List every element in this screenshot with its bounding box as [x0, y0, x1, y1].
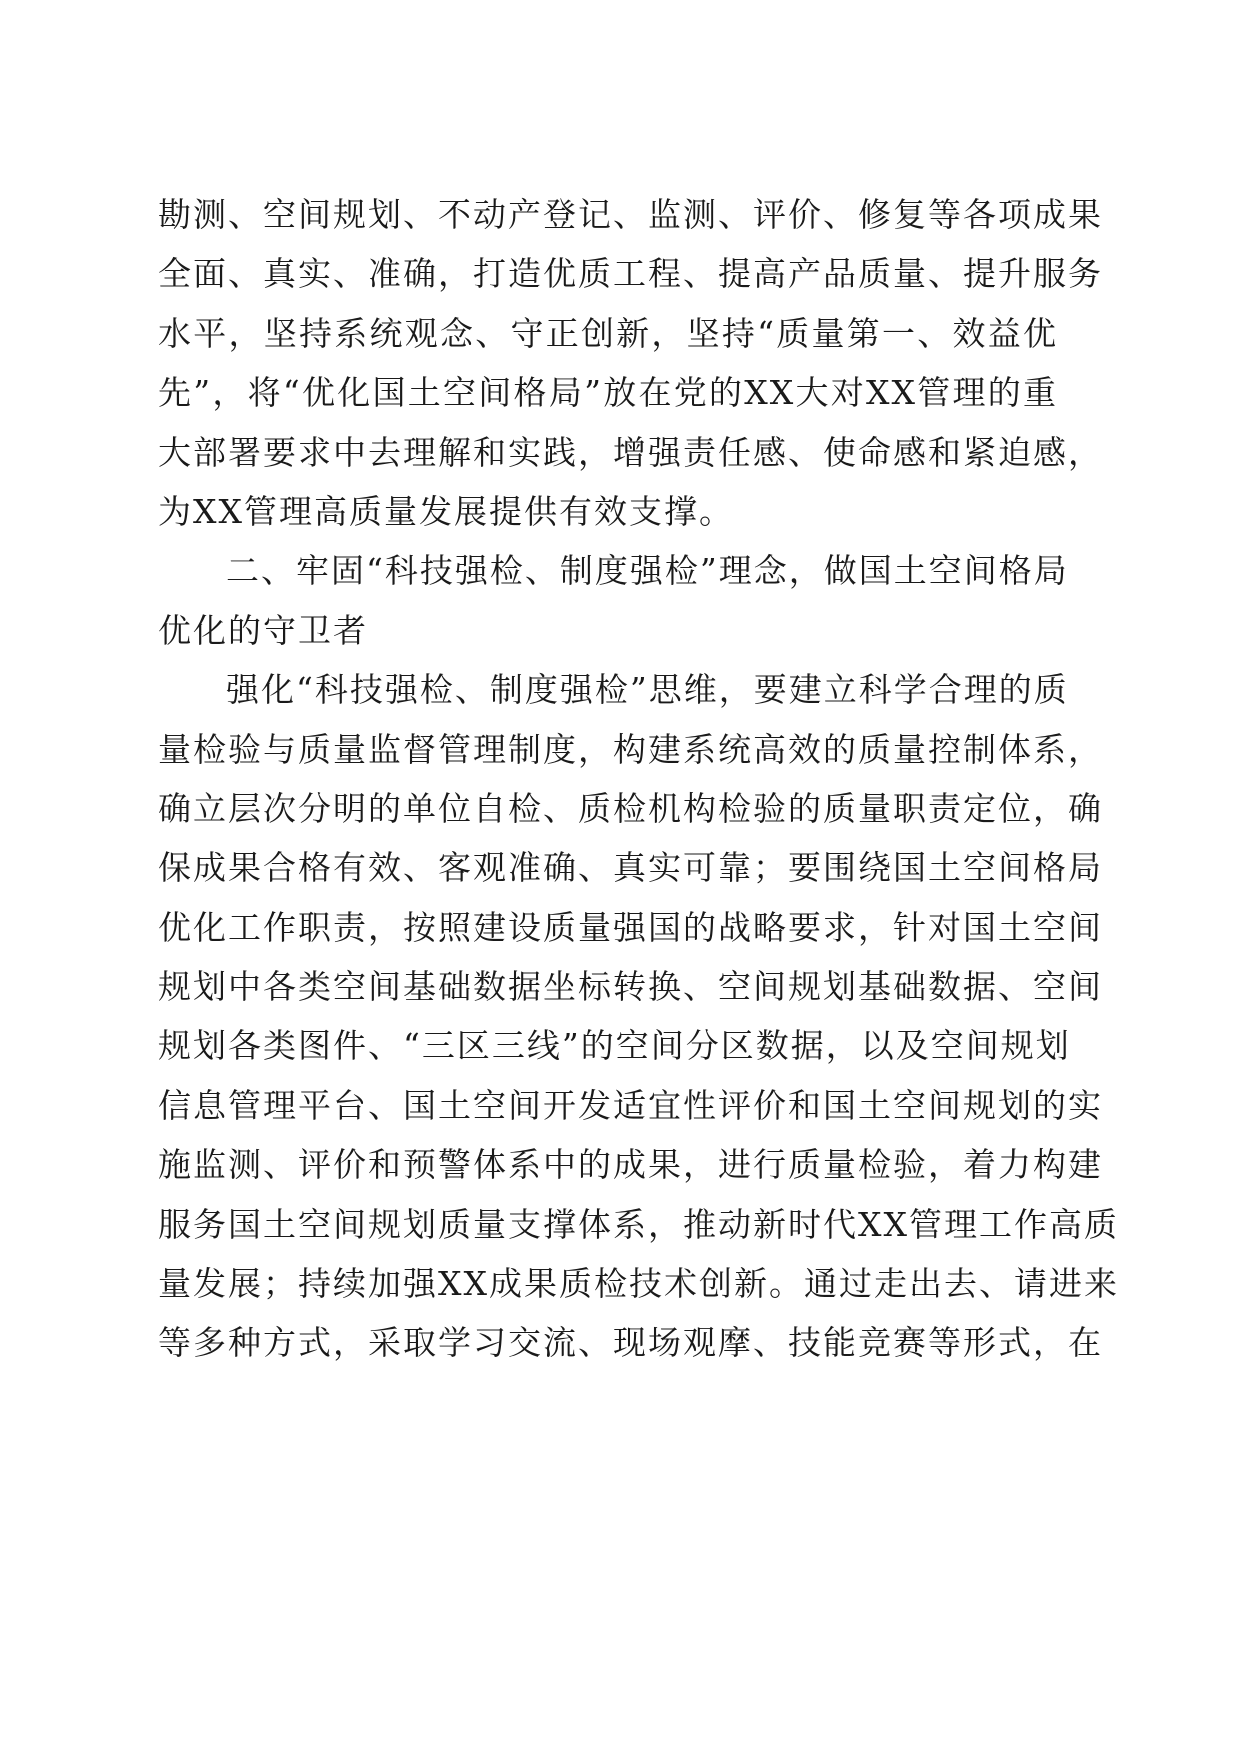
section-heading-line: 二、牢固“科技强检、制度强检”理念，做国土空间格局 [226, 551, 1069, 591]
paragraph-line: 全面、真实、准确，打造优质工程、提高产品质量、提升服务 [158, 254, 1103, 294]
paragraph-line: 保成果合格有效、客观准确、真实可靠；要围绕国土空间格局 [158, 848, 1103, 888]
paragraph-line: 规划中各类空间基础数据坐标转换、空间规划基础数据、空间 [158, 967, 1103, 1007]
section-heading-line: 优化的守卫者 [158, 610, 368, 650]
paragraph-line: 服务国土空间规划质量支撑体系，推动新时代XX管理工作高质 [158, 1204, 1119, 1244]
document-body [158, 185, 1119, 1373]
paragraph-line: 规划各类图件、“三区三线”的空间分区数据，以及空间规划 [158, 1026, 1071, 1066]
paragraph-line: 施监测、评价和预警体系中的成果，进行质量检验，着力构建 [158, 1145, 1103, 1185]
paragraph-line: 等多种方式，采取学习交流、现场观摩、技能竞赛等形式，在 [158, 1323, 1103, 1363]
paragraph-line: 量检验与质量监督管理制度，构建系统高效的质量控制体系， [158, 729, 1103, 769]
paragraph-line: 水平，坚持系统观念、守正创新，坚持“质量第一、效益优 [158, 313, 1058, 353]
paragraph-line: 确立层次分明的单位自检、质检机构检验的质量职责定位，确 [158, 788, 1103, 828]
paragraph-line: 为XX管理高质量发展提供有效支撑。 [158, 491, 734, 531]
paragraph-line: 大部署要求中去理解和实践，增强责任感、使命感和紧迫感， [158, 432, 1103, 472]
paragraph-line: 先”，将“优化国土空间格局”放在党的XX大对XX管理的重 [158, 373, 1058, 413]
paragraph-line: 信息管理平台、国土空间开发适宜性评价和国土空间规划的实 [158, 1085, 1103, 1125]
paragraph-line: 强化“科技强检、制度强检”思维，要建立科学合理的质 [226, 670, 1069, 710]
paragraph-line: 量发展；持续加强XX成果质检技术创新。通过走出去、请进来 [158, 1264, 1119, 1304]
paragraph-line: 优化工作职责，按照建设质量强国的战略要求，针对国土空间 [158, 907, 1103, 947]
paragraph-line: 勘测、空间规划、不动产登记、监测、评价、修复等各项成果 [158, 195, 1103, 234]
